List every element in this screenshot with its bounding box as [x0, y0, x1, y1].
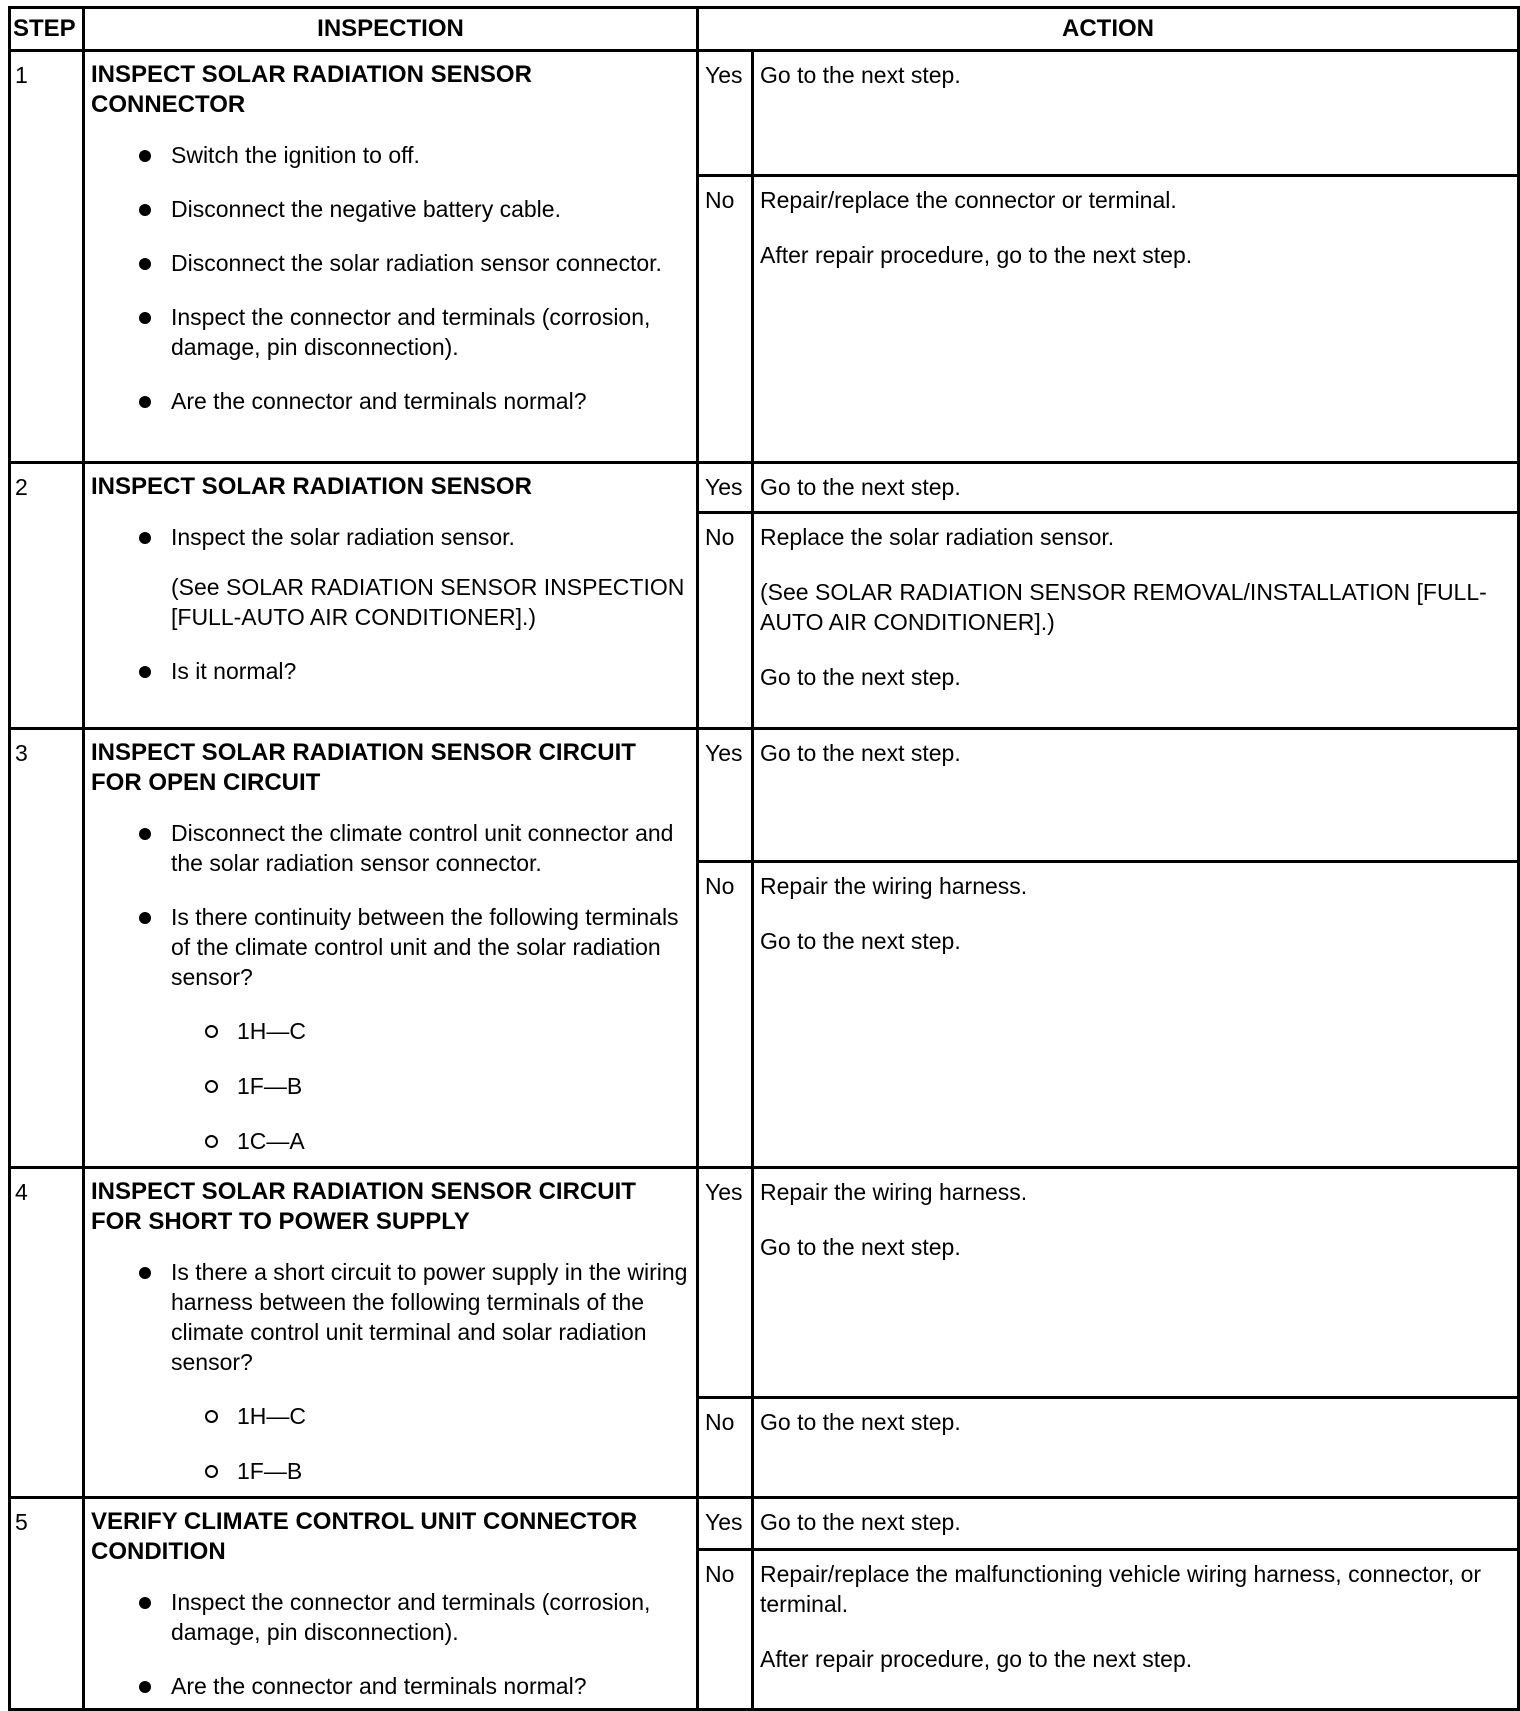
action-text: After repair procedure, go to the next step. [760, 242, 1193, 268]
inspection-bullets [91, 1257, 690, 1377]
action-text: Repair the wiring harness. [760, 873, 1028, 899]
terminal-item: 1C—A [203, 1126, 690, 1156]
inspection-bullets [91, 522, 690, 552]
no-label: No [698, 176, 753, 463]
step-title: INSPECT SOLAR RADIATION SENSOR CIRCUIT FOR OPEN CIRCUIT [91, 739, 636, 796]
yes-action [753, 51, 1519, 176]
bullet-item: Is it normal? [131, 656, 690, 686]
no-action [753, 1550, 1519, 1710]
reference-text: (See SOLAR RADIATION SENSOR INSPECTION [FULL-AUTO AIR CONDITIONER].) [171, 574, 685, 630]
terminal-item: 1H—C [203, 1016, 690, 1046]
yes-label: Yes [698, 1498, 753, 1550]
action-text: Go to the next step. [760, 1409, 961, 1435]
inspection-bullets [91, 140, 690, 416]
action-column-header: ACTION [698, 8, 1519, 51]
step-title: INSPECT SOLAR RADIATION SENSOR CIRCUIT FOR SHORT TO POWER SUPPLY [91, 1178, 636, 1235]
step-5-yes-row [10, 1498, 1519, 1550]
yes-action [753, 463, 1519, 513]
step-4-yes-row [10, 1168, 1519, 1398]
no-action [753, 862, 1519, 1168]
terminal-item: 1H—C [203, 1401, 690, 1431]
action-text: Repair the wiring harness. [760, 1179, 1028, 1205]
inspection-column-header: INSPECTION [84, 8, 698, 51]
action-text: Go to the next step. [760, 1234, 961, 1260]
step-2-inspection [84, 463, 698, 729]
diagnostic-table [8, 6, 1520, 1711]
action-text: Go to the next step. [760, 1509, 961, 1535]
bullet-item: Inspect the solar radiation sensor. [131, 522, 690, 552]
action-text: Go to the next step. [760, 928, 961, 954]
inspection-bullets [91, 1587, 690, 1701]
yes-label: Yes [698, 463, 753, 513]
action-text: Go to the next step. [760, 740, 961, 766]
action-text: Go to the next step. [760, 474, 961, 500]
action-text: Repair/replace the malfunctioning vehicle wiring harness, connector, or terminal. [760, 1561, 1482, 1617]
action-text: (See SOLAR RADIATION SENSOR REMOVAL/INSTALLATION [FULL-AUTO AIR CONDITIONER].) [760, 579, 1487, 635]
no-action [753, 1398, 1519, 1498]
action-text: Go to the next step. [760, 664, 961, 690]
terminal-list [91, 1016, 690, 1156]
step-3-inspection [84, 729, 698, 1168]
bullet-item: Disconnect the solar radiation sensor connector. [131, 248, 690, 278]
yes-label: Yes [698, 1168, 753, 1398]
bullet-item: Are the connector and terminals normal? [131, 386, 690, 416]
yes-action [753, 1168, 1519, 1398]
inspection-bullets [91, 656, 690, 686]
step-number: 4 [10, 1168, 84, 1498]
yes-label: Yes [698, 729, 753, 862]
bullet-item: Inspect the connector and terminals (corrosion, damage, pin disconnection). [131, 1587, 690, 1647]
bullet-item: Switch the ignition to off. [131, 140, 690, 170]
bullet-item: Is there continuity between the following terminals of the climate control unit and the solar radiation sensor? [131, 902, 690, 992]
terminal-item: 1F—B [203, 1456, 690, 1486]
step-5-inspection [84, 1498, 698, 1710]
bullet-item: Are the connector and terminals normal? [131, 1671, 690, 1701]
bullet-item: Is there a short circuit to power supply in the wiring harness between the following terminals of the climate control unit terminal and solar radiation sensor? [131, 1257, 690, 1377]
header-row [10, 8, 1519, 51]
action-text: Go to the next step. [760, 62, 961, 88]
step-title: INSPECT SOLAR RADIATION SENSOR [91, 473, 532, 500]
bullet-item: Disconnect the negative battery cable. [131, 194, 690, 224]
action-text: After repair procedure, go to the next step. [760, 1646, 1193, 1672]
action-text: Replace the solar radiation sensor. [760, 524, 1115, 550]
step-column-header: STEP [10, 8, 84, 51]
no-label: No [698, 862, 753, 1168]
step-4-inspection [84, 1168, 698, 1498]
yes-action [753, 729, 1519, 862]
step-title: INSPECT SOLAR RADIATION SENSOR CONNECTOR [91, 61, 532, 118]
no-action [753, 176, 1519, 463]
step-number: 1 [10, 51, 84, 463]
no-label: No [698, 1398, 753, 1498]
step-1-yes-row [10, 51, 1519, 176]
yes-action [753, 1498, 1519, 1550]
step-number: 5 [10, 1498, 84, 1710]
action-text: Repair/replace the connector or terminal. [760, 187, 1177, 213]
bullet-item: Inspect the connector and terminals (corrosion, damage, pin disconnection). [131, 302, 690, 362]
terminal-item: 1F—B [203, 1071, 690, 1101]
no-label: No [698, 1550, 753, 1710]
step-2-yes-row [10, 463, 1519, 513]
no-label: No [698, 513, 753, 729]
terminal-list [91, 1401, 690, 1486]
bullet-item: Disconnect the climate control unit connector and the solar radiation sensor connector. [131, 818, 690, 878]
step-title: VERIFY CLIMATE CONTROL UNIT CONNECTOR CONDITION [91, 1508, 638, 1565]
step-1-inspection [84, 51, 698, 463]
step-number: 3 [10, 729, 84, 1168]
yes-label: Yes [698, 51, 753, 176]
step-3-yes-row [10, 729, 1519, 862]
step-number: 2 [10, 463, 84, 729]
inspection-bullets [91, 818, 690, 992]
no-action [753, 513, 1519, 729]
